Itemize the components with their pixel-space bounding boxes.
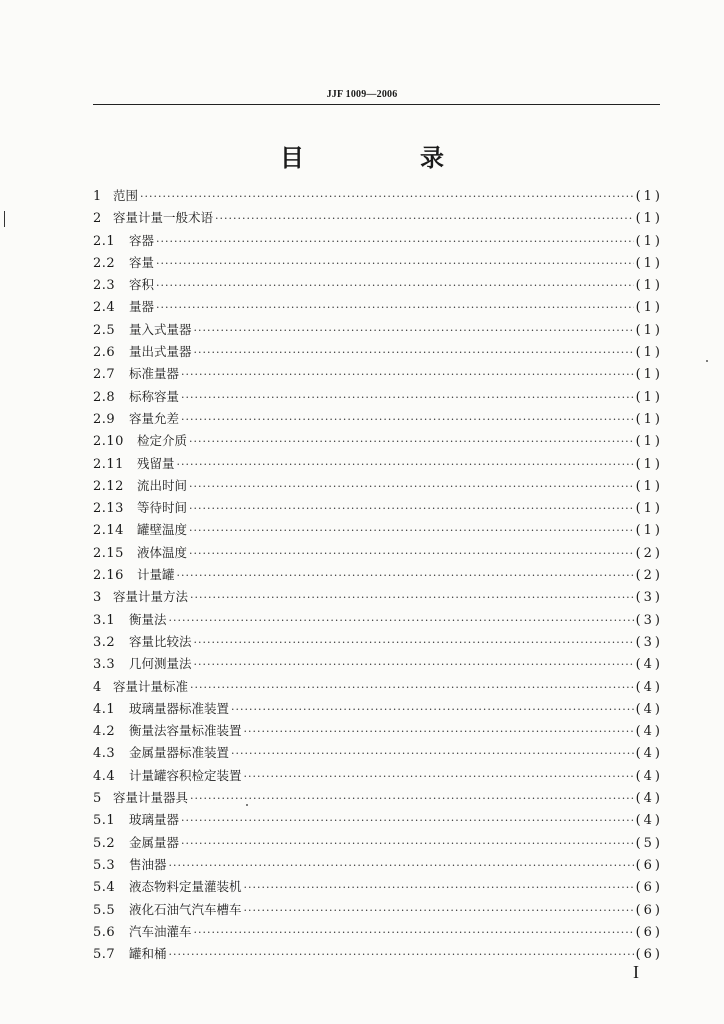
toc-entry-number: 2.7 xyxy=(93,367,116,383)
toc-dot-leader xyxy=(156,231,634,253)
toc-entry-page: (3) xyxy=(635,634,663,650)
toc-dot-leader xyxy=(169,855,634,877)
toc-entry[interactable] xyxy=(93,787,663,809)
toc-entry-page: (1) xyxy=(635,233,663,249)
toc-entry-title: 玻璃量器标准装置 xyxy=(129,700,230,716)
toc-entry[interactable] xyxy=(93,341,663,363)
toc-dot-leader xyxy=(244,900,634,922)
toc-entry-page: (2) xyxy=(635,568,663,584)
toc-entry[interactable] xyxy=(93,943,663,965)
toc-entry-page: (1) xyxy=(635,278,663,294)
toc-dot-leader xyxy=(140,186,634,208)
toc-entry-page: (6) xyxy=(635,857,663,873)
toc-dot-leader xyxy=(194,342,634,364)
toc-entry-title: 流出时间 xyxy=(137,477,188,493)
toc-entry-number: 4.4 xyxy=(93,768,116,784)
toc-entry-number: 5.2 xyxy=(93,835,116,851)
toc-entry-number: 2.16 xyxy=(93,568,124,584)
toc-entry-page: (1) xyxy=(635,411,663,427)
toc-entry-number: 2.9 xyxy=(93,411,116,427)
toc-entry[interactable] xyxy=(93,386,663,408)
toc-entry-number: 2.2 xyxy=(93,255,116,271)
toc-entry[interactable] xyxy=(93,252,663,274)
toc-entry-page: (1) xyxy=(635,255,663,271)
toc-dot-leader xyxy=(189,476,634,498)
toc-entry-title: 容量计量一般术语 xyxy=(113,210,214,226)
toc-entry-title: 容量 xyxy=(129,254,155,270)
toc-entry[interactable] xyxy=(93,586,663,608)
toc-entry-page: (6) xyxy=(635,924,663,940)
toc-entry-title: 残留量 xyxy=(137,455,175,471)
toc-entry-page: (5) xyxy=(635,835,663,851)
toc-entry-page: (1) xyxy=(635,211,663,227)
toc-dot-leader xyxy=(190,788,634,810)
toc-entry-page: (1) xyxy=(635,389,663,405)
toc-entry-title: 玻璃量器 xyxy=(129,812,180,828)
toc-entry[interactable] xyxy=(93,609,663,631)
toc-entry[interactable] xyxy=(93,296,663,318)
toc-entry-number: 2.6 xyxy=(93,345,116,361)
toc-entry[interactable] xyxy=(93,185,663,207)
toc-entry-number: 3 xyxy=(93,590,102,606)
toc-entry[interactable] xyxy=(93,876,663,898)
toc-entry-number: 5.6 xyxy=(93,924,116,940)
toc-entry-number: 1 xyxy=(93,189,102,204)
toc-entry-number: 3.1 xyxy=(93,612,116,628)
toc-dot-leader xyxy=(169,610,634,632)
toc-entry[interactable] xyxy=(93,832,663,854)
toc-dot-leader xyxy=(215,208,634,230)
toc-entry-page: (4) xyxy=(635,791,663,807)
toc-entry-title: 计量罐容积检定装置 xyxy=(129,767,242,783)
toc-entry[interactable] xyxy=(93,742,663,764)
toc-entry-title: 衡量法容量标准装置 xyxy=(129,723,242,739)
toc-dot-leader xyxy=(156,253,634,275)
toc-entry-title: 容量允差 xyxy=(129,410,180,426)
toc-entry-page: (3) xyxy=(635,590,663,606)
toc-entry[interactable] xyxy=(93,542,663,564)
toc-entry[interactable] xyxy=(93,921,663,943)
toc-dot-leader xyxy=(190,587,634,609)
toc-entry-number: 2 xyxy=(93,211,102,227)
toc-entry[interactable] xyxy=(93,453,663,475)
toc-entry[interactable] xyxy=(93,809,663,831)
toc-entry-number: 5.4 xyxy=(93,880,116,896)
toc-entry-title: 金属量器 xyxy=(129,834,180,850)
toc-entry-title: 等待时间 xyxy=(137,500,188,516)
toc-entry-title: 计量罐 xyxy=(137,567,175,583)
toc-entry-page: (1) xyxy=(635,345,663,361)
toc-dot-leader xyxy=(190,677,634,699)
scan-speck xyxy=(246,804,248,806)
toc-entry-number: 2.14 xyxy=(93,523,124,539)
toc-dot-leader xyxy=(231,699,634,721)
toc-entry[interactable] xyxy=(93,720,663,742)
toc-entry-number: 5.7 xyxy=(93,947,116,963)
toc-dot-leader xyxy=(244,766,634,788)
toc-entry[interactable] xyxy=(93,564,663,586)
scan-speck xyxy=(706,360,708,362)
toc-entry-number: 5.1 xyxy=(93,813,116,829)
toc-entry-number: 2.13 xyxy=(93,501,124,517)
toc-entry-page: (4) xyxy=(635,724,663,740)
toc-entry-page: (4) xyxy=(635,813,663,829)
toc-entry-page: (4) xyxy=(635,679,663,695)
toc-entry-title: 量入式量器 xyxy=(129,321,192,337)
toc-entry-title: 标称容量 xyxy=(129,388,180,404)
toc-entry-title: 容积 xyxy=(129,277,155,293)
toc-entry[interactable] xyxy=(93,631,663,653)
toc-dot-leader xyxy=(177,565,634,587)
toc-entry-page: (1) xyxy=(635,300,663,316)
toc-entry-number: 2.15 xyxy=(93,545,124,561)
toc-dot-leader xyxy=(181,409,634,431)
toc-dot-leader xyxy=(189,431,634,453)
toc-dot-leader xyxy=(194,632,634,654)
toc-entry-page: (6) xyxy=(635,947,663,963)
toc-entry[interactable] xyxy=(93,207,663,229)
toc-entry-title: 容量计量器具 xyxy=(113,790,189,806)
toc-entry[interactable] xyxy=(93,653,663,675)
toc-entry[interactable] xyxy=(93,765,663,787)
toc-dot-leader xyxy=(177,454,634,476)
toc-entry-number: 2.4 xyxy=(93,300,116,316)
toc-entry[interactable] xyxy=(93,319,663,341)
toc-dot-leader xyxy=(181,387,634,409)
toc-dot-leader xyxy=(169,944,634,966)
toc-entry[interactable] xyxy=(93,698,663,720)
toc-entry-page: (4) xyxy=(635,657,663,673)
toc-dot-leader xyxy=(189,520,634,542)
toc-entry-number: 4.2 xyxy=(93,724,116,740)
toc-entry[interactable] xyxy=(93,408,663,430)
table-of-contents xyxy=(93,185,663,965)
toc-dot-leader xyxy=(244,721,634,743)
toc-entry-page: (1) xyxy=(635,189,663,204)
toc-entry-title: 范围 xyxy=(113,188,139,203)
toc-entry-number: 5.5 xyxy=(93,902,116,918)
toc-entry[interactable] xyxy=(93,519,663,541)
toc-entry[interactable] xyxy=(93,230,663,252)
toc-entry[interactable] xyxy=(93,899,663,921)
toc-entry-title: 衡量法 xyxy=(129,611,167,627)
toc-entry-number: 5 xyxy=(93,791,102,807)
toc-entry[interactable] xyxy=(93,363,663,385)
toc-entry-number: 2.11 xyxy=(93,456,124,472)
toc-entry-page: (1) xyxy=(635,322,663,338)
toc-entry-number: 2.10 xyxy=(93,434,124,450)
toc-entry-title: 量器 xyxy=(129,299,155,315)
toc-dot-leader xyxy=(231,743,634,765)
toc-dot-leader xyxy=(189,543,634,565)
standard-code-header: JJF 1009—2006 xyxy=(326,89,398,100)
scan-margin-mark xyxy=(4,211,5,227)
toc-entry[interactable] xyxy=(93,497,663,519)
toc-dot-leader xyxy=(244,877,634,899)
toc-entry[interactable] xyxy=(93,854,663,876)
toc-entry-title: 液体温度 xyxy=(137,544,188,560)
toc-entry-page: (1) xyxy=(635,523,663,539)
toc-entry-number: 2.8 xyxy=(93,389,116,405)
toc-dot-leader xyxy=(189,498,634,520)
toc-entry-title: 容量计量标准 xyxy=(113,678,189,694)
toc-dot-leader xyxy=(194,922,634,944)
toc-entry-number: 4.1 xyxy=(93,701,116,717)
toc-entry-number: 2.12 xyxy=(93,478,124,494)
toc-entry-title: 液态物料定量灌装机 xyxy=(129,879,242,895)
toc-entry-title: 罐壁温度 xyxy=(137,522,188,538)
toc-entry-page: (1) xyxy=(635,367,663,383)
toc-entry-title: 汽车油灌车 xyxy=(129,923,192,939)
toc-entry-page: (6) xyxy=(635,902,663,918)
page-folio: I xyxy=(633,962,639,982)
toc-entry[interactable] xyxy=(93,676,663,698)
toc-entry[interactable] xyxy=(93,475,663,497)
toc-entry-number: 3.2 xyxy=(93,634,116,650)
toc-entry[interactable] xyxy=(93,274,663,296)
toc-dot-leader xyxy=(181,833,634,855)
toc-entry-page: (1) xyxy=(635,501,663,517)
toc-entry-page: (1) xyxy=(635,456,663,472)
toc-entry-number: 5.3 xyxy=(93,857,116,873)
toc-dot-leader xyxy=(156,275,634,297)
toc-entry-page: (3) xyxy=(635,612,663,628)
toc-dot-leader xyxy=(156,297,634,319)
toc-entry-number: 2.1 xyxy=(93,233,116,249)
toc-entry-number: 2.5 xyxy=(93,322,116,338)
toc-entry-title: 几何测量法 xyxy=(129,656,192,672)
toc-entry[interactable] xyxy=(93,430,663,452)
toc-entry-title: 检定介质 xyxy=(137,433,188,449)
toc-entry-title: 容器 xyxy=(129,232,155,248)
toc-entry-number: 3.3 xyxy=(93,657,116,673)
toc-entry-number: 4.3 xyxy=(93,746,116,762)
toc-entry-page: (1) xyxy=(635,434,663,450)
toc-entry-title: 量出式量器 xyxy=(129,344,192,360)
toc-entry-title: 容量比较法 xyxy=(129,633,192,649)
toc-entry-title: 容量计量方法 xyxy=(113,589,189,605)
toc-dot-leader xyxy=(194,320,634,342)
toc-entry-title: 液化石油气汽车槽车 xyxy=(129,901,242,917)
toc-dot-leader xyxy=(181,810,634,832)
toc-entry-page: (4) xyxy=(635,701,663,717)
toc-entry-title: 罐和桶 xyxy=(129,946,167,962)
header-rule xyxy=(93,104,660,105)
toc-entry-page: (2) xyxy=(635,545,663,561)
toc-entry-title: 标准量器 xyxy=(129,366,180,382)
toc-entry-page: (4) xyxy=(635,746,663,762)
toc-entry-page: (1) xyxy=(635,478,663,494)
toc-dot-leader xyxy=(181,364,634,386)
toc-entry-number: 2.3 xyxy=(93,278,116,294)
toc-entry-page: (6) xyxy=(635,880,663,896)
toc-dot-leader xyxy=(194,654,634,676)
toc-title: 目 录 xyxy=(280,144,490,172)
toc-entry-page: (4) xyxy=(635,768,663,784)
toc-entry-number: 4 xyxy=(93,679,102,695)
toc-entry-title: 金属量器标准装置 xyxy=(129,745,230,761)
toc-entry-title: 售油器 xyxy=(129,856,167,872)
